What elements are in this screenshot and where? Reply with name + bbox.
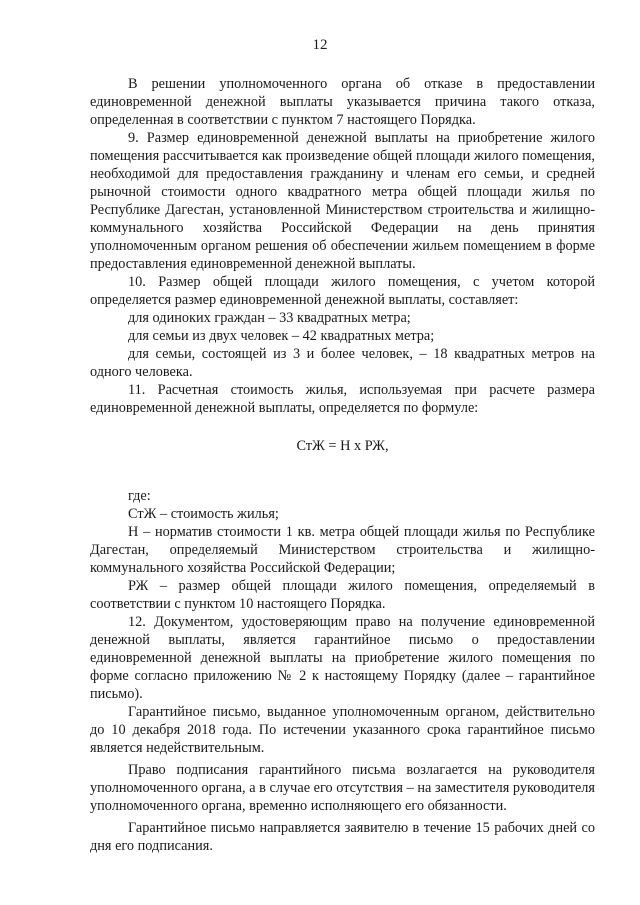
paragraph-sending: Гарантийное письмо направляется заявителю в течение 15 рабочих дней со дня его подписания. xyxy=(90,820,595,854)
paragraph-10: 10. Размер общей площади жилого помещения, с учетом которой определяется размер единовременной денежной выплаты, составляет: xyxy=(90,274,595,308)
paragraph-signing-right: Право подписания гарантийного письма возлагается на руководителя уполномоченного органа, а в случае его отсутствия – на заместителя руководителя уполномоченного органа, временно исполняющего его обязанности. xyxy=(90,762,595,814)
paragraph-11: 11. Расчетная стоимость жилья, используемая при расчете размера единовременной денежной выплаты, определяется по формуле: xyxy=(90,382,595,416)
paragraph-12: 12. Документом, удостоверяющим право на получение единовременной денежной выплаты, является гарантийное письмо о предоставлении единовременной денежной выплаты на приобретение жилого помещения по форме согласно приложению № 2 к настоящему Порядку (далее – гарантийное письмо). xyxy=(90,614,595,702)
paragraph-refusal-reason: В решении уполномоченного органа об отказе в предоставлении единовременной денежной выплаты указывается причина такого отказа, определенная в соответствии с пунктом 7 настоящего Порядка. xyxy=(90,76,595,128)
paragraph-guarantee-validity: Гарантийное письмо, выданное уполномоченным органом, действительно до 10 декабря 2018 года. По истечении указанного срока гарантийное письмо является недействительным. xyxy=(90,704,595,756)
definition-rzh: РЖ – размер общей площади жилого помещения, определяемый в соответствии с пунктом 10 настоящего Порядка. xyxy=(90,578,595,612)
list-item-single: для одиноких граждан – 33 квадратных метра; xyxy=(128,310,411,326)
list-item-large-family: для семьи, состоящей из 3 и более человек, – 18 квадратных метров на одного человека. xyxy=(90,346,595,380)
definition-stzh: СтЖ – стоимость жилья; xyxy=(128,506,279,522)
formula: СтЖ = Н х РЖ, xyxy=(296,438,389,454)
list-item-two-person-family: для семьи из двух человек – 42 квадратных метра; xyxy=(128,328,435,344)
page-number: 12 xyxy=(312,37,328,53)
definition-n: Н – норматив стоимости 1 кв. метра общей площади жилья по Республике Дагестан, определяемый Министерством строительства и жилищно-коммунального хозяйства Российской Федерации; xyxy=(90,524,595,576)
document-body xyxy=(90,75,595,855)
paragraph-9: 9. Размер единовременной денежной выплаты на приобретение жилого помещения рассчитывается как произведение общей площади жилого помещения, необходимой для предоставления гражданину и членам его семьи, и средней рыночной стоимости одного квадратного метра общей площади жилья по Республике Дагестан, установленной Министерством строительства и жилищно-коммунального хозяйства Российской Федерации на день принятия уполномоченным органом решения об обеспечении жильем помещением в форме предоставления единовременной денежной выплаты. xyxy=(90,130,595,272)
where-label: где: xyxy=(128,488,151,504)
